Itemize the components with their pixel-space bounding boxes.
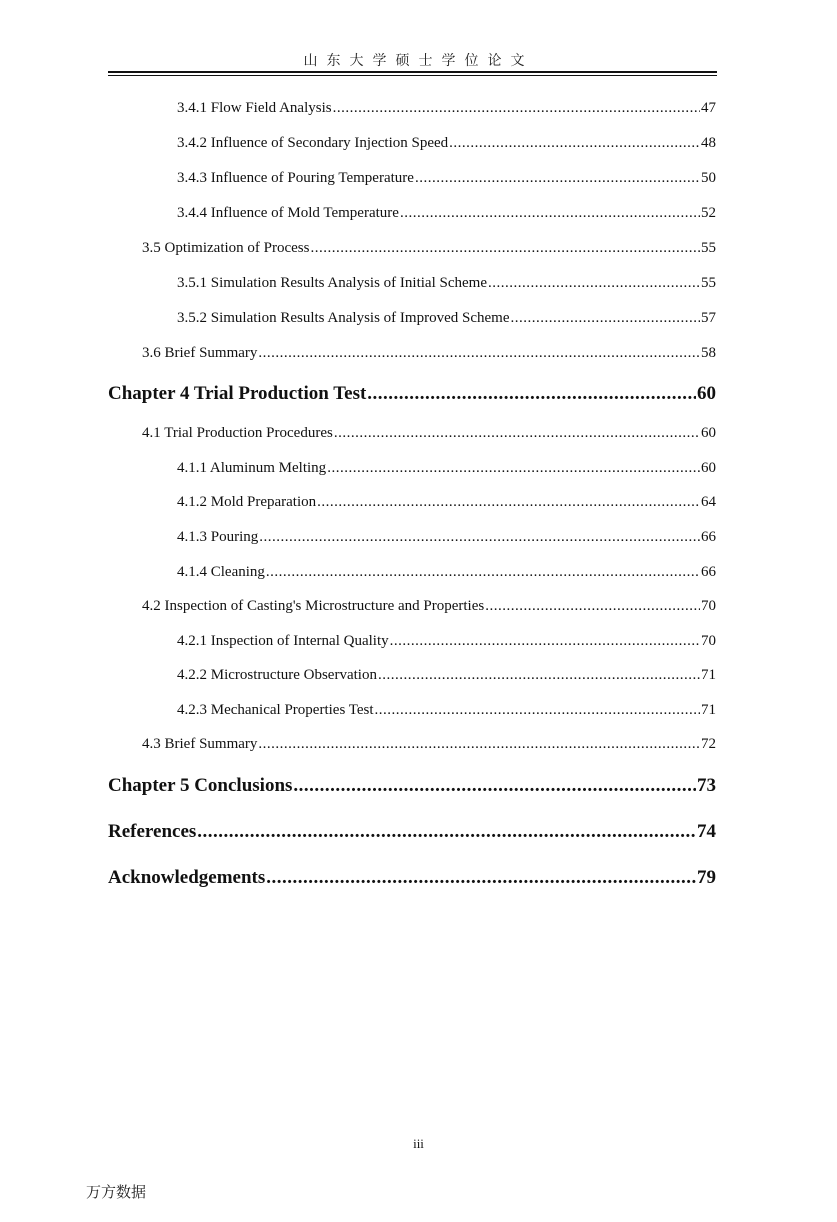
toc-section-entry [177,702,716,719]
toc-entry-label: 3.4.1 Flow Field Analysis [177,100,332,116]
toc-entry-label: Chapter 5 Conclusions [108,775,293,796]
toc-entry-label: 3.4.2 Influence of Secondary Injection Speed [177,135,449,151]
toc-entry-label: 4.1.2 Mold Preparation [177,494,317,510]
toc-section-entry [177,100,716,117]
toc-entry-page: 48 [701,135,716,151]
toc-entry-page: 73 [697,775,716,796]
toc-leader-dots [334,425,700,442]
toc-leader-dots [378,667,700,684]
toc-entry-label: 4.1.4 Cleaning [177,564,265,580]
toc-leader-dots [390,633,700,650]
toc-entry-label: 3.4.3 Influence of Pouring Temperature [177,170,414,186]
toc-section-entry [142,240,716,257]
toc-chapter-entry [108,821,716,843]
toc-entry-page: 66 [701,529,716,545]
toc-entry-page: 79 [697,867,716,888]
toc-entry-label: 3.5.1 Simulation Results Analysis of Initial Scheme [177,275,487,291]
toc-entry-page: 60 [697,383,716,404]
toc-section-entry [142,425,716,442]
header-rule-thin [108,75,717,76]
header-rule-thick [108,71,717,73]
toc-entry-label: 4.1.1 Aluminum Melting [177,460,327,476]
toc-leader-dots [197,821,696,843]
toc-entry-page: 57 [701,310,716,326]
toc-section-entry [177,275,716,292]
toc-section-entry [177,135,716,152]
toc-entry-page: 74 [697,821,716,842]
toc-entry-label: 4.2.1 Inspection of Internal Quality [177,633,389,649]
toc-entry-label: Chapter 4 Trial Production Test [108,383,367,404]
toc-section-entry [177,529,716,546]
page-number: iii [413,1136,424,1151]
toc-section-entry [177,494,716,511]
toc-entry-page: 55 [701,275,716,291]
toc-entry-label: Acknowledgements [108,867,266,888]
toc-entry-page: 60 [701,460,716,476]
toc-entry-page: 58 [701,345,716,361]
toc-leader-dots [327,460,700,477]
toc-entry-label: 4.2.2 Microstructure Observation [177,667,377,683]
toc-section-entry [177,667,716,684]
toc-leader-dots [259,529,700,546]
toc-section-entry [177,310,716,327]
toc-leader-dots [488,275,700,292]
toc-entry-label: 4.1 Trial Production Procedures [142,425,333,441]
toc-entry-label: References [108,821,197,842]
toc-entry-page: 64 [701,494,716,510]
toc-entry-page: 66 [701,564,716,580]
toc-entry-page: 50 [701,170,716,186]
toc-leader-dots [367,383,696,405]
toc-section-entry [142,345,716,362]
toc-leader-dots [415,170,700,187]
toc-chapter-entry [108,775,716,797]
toc-entry-label: 3.5.2 Simulation Results Analysis of Improved Scheme [177,310,510,326]
toc-entry-page: 52 [701,205,716,221]
toc-leader-dots [258,345,700,362]
toc-entry-page: 70 [701,633,716,649]
toc-section-entry [177,460,716,477]
toc-entry-page: 72 [701,736,716,752]
toc-entry-page: 47 [701,100,716,116]
toc-leader-dots [449,135,700,152]
toc-entry-page: 71 [701,702,716,718]
toc-entry-label: 3.4.4 Influence of Mold Temperature [177,205,399,221]
toc-entry-label: 4.2 Inspection of Casting's Microstructure and Properties [142,598,485,614]
toc-entry-label: 3.5 Optimization of Process [142,240,310,256]
toc-section-entry [177,170,716,187]
toc-leader-dots [375,702,700,719]
toc-entry-page: 60 [701,425,716,441]
wanfang-watermark: 万方数据 [86,1183,147,1201]
toc-leader-dots [258,736,700,753]
toc-entry-page: 71 [701,667,716,683]
toc-entry-label: 4.1.3 Pouring [177,529,259,545]
toc-leader-dots [293,775,696,797]
toc-entry-label: 4.2.3 Mechanical Properties Test [177,702,374,718]
toc-section-entry [177,205,716,222]
toc-section-entry [142,598,716,615]
toc-chapter-entry [108,867,716,889]
toc-leader-dots [266,564,700,581]
toc-section-entry [142,736,716,753]
toc-entry-label: 4.3 Brief Summary [142,736,258,752]
toc-leader-dots [310,240,700,257]
toc-section-entry [177,564,716,581]
toc-leader-dots [485,598,700,615]
thesis-header-title: 山东大学硕士学位论文 [303,53,534,69]
toc-leader-dots [333,100,700,117]
toc-leader-dots [317,494,700,511]
toc-leader-dots [400,205,700,222]
toc-leader-dots [266,867,696,889]
toc-entry-page: 70 [701,598,716,614]
toc-section-entry [177,633,716,650]
toc-entry-label: 3.6 Brief Summary [142,345,258,361]
toc-entry-page: 55 [701,240,716,256]
toc-leader-dots [510,310,700,327]
toc-chapter-entry [108,383,716,405]
